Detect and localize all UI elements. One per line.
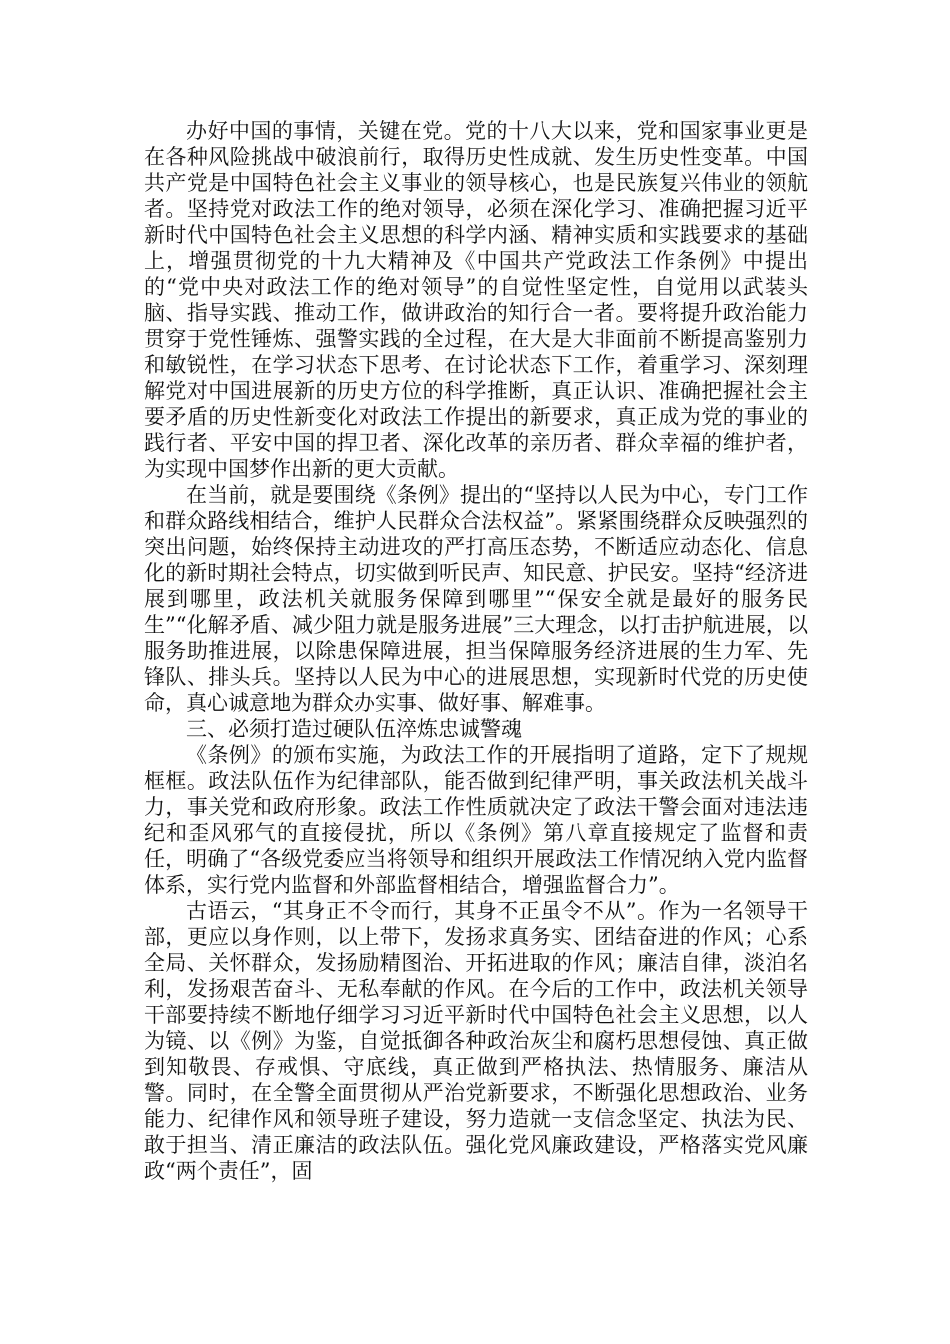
paragraph-regulations-supervision: 《条例》的颁布实施，为政法工作的开展指明了道路，定下了规规框框。政法队伍作为纪律部队，能否做到纪律严明，事关政法机关战斗力，事关党和政府形象。政法工作性质就决定了政法干警会面对违法违纪和歪风邪气的直接侵扰，所以《条例》第八章直接规定了监督和责任，明确了“各级党委应当将领导和组织开展政法工作情况纳入党内监督体系，实行党内监督和外部监督相结合，增强监督合力”。 xyxy=(144,743,808,897)
paragraph-party-leadership: 办好中国的事情，关键在党。党的十八大以来，党和国家事业更是在各种风险挑战中破浪前行，取得历史性成就、发生历史性变革。中国共产党是中国特色社会主义事业的领导核心，也是民族复兴伟业的领航者。坚持党对政法工作的绝对领导，必须在深化学习、准确把握习近平新时代中国特色社会主义思想的科学内涵、精神实质和实践要求的基础上，增强贯彻党的十九大精神及《中国共产党政法工作条例》中提出的“党中央对政法工作的绝对领导”的自觉性坚定性，自觉用以武装头脑、指导实践、推动工作，做讲政治的知行合一者。要将提升政治能力贯穿于党性锤炼、强警实践的全过程，在大是大非面前不断提高鉴别力和敏锐性，在学习状态下思考、在讨论状态下工作，着重学习、深刻理解党对中国进展新的历史方位的科学推断，真正认识、准确把握社会主要矛盾的历史性新变化对政法工作提出的新要求，真正成为党的事业的践行者、平安中国的捍卫者、深化改革的亲历者、群众幸福的维护者，为实现中国梦作出新的更大贡献。 xyxy=(144,119,808,481)
document-body xyxy=(144,118,808,1184)
section-heading: 三、必须打造过硬队伍淬炼忠诚警魂 xyxy=(186,717,522,741)
paragraph-people-centered: 在当前，就是要围绕《条例》提出的“坚持以人民为中心，专门工作和群众路线相结合，维护人民群众合法权益”。紧紧围绕群众反映强烈的突出问题，始终保持主动进攻的严打高压态势，不断适应动态化、信息化的新时期社会特点，切实做到听民声、知民意、护民安。坚持“经济进展到哪里，政法机关就服务保障到哪里”“保安全就是最好的服务民生”“化解矛盾、减少阻力就是服务进展”三大理念，以打击护航进展，以服务助推进展，以除患保障进展，担当保障服务经济进展的生力军、先锋队、排头兵。坚持以人民为中心的进展思想，实现新时代党的历史使命，真心诚意地为群众办实事、做好事、解难事。 xyxy=(144,483,808,715)
paragraph-leadership-conduct: 古语云，“其身正不令而行，其身不正虽令不从”。作为一名领导干部，更应以身作则，以上带下，发扬求真务实、团结奋进的作风；心系全局、关怀群众，发扬励精图治、开拓进取的作风；廉洁自律，淡泊名利，发扬艰苦奋斗、无私奉献的作风。在今后的工作中，政法机关领导干部要持续不断地仔细学习习近平新时代中国特色社会主义思想，以人为镜、以《例》为鉴，自觉抵御各种政治灰尘和腐朽思想侵蚀、真正做到知敬畏、存戒惧、守底线，真正做到严格执法、热情服务、廉洁从警。同时，在全警全面贯彻从严治党新要求，不断强化思想政治、业务能力、纪律作风和领导班子建设，努力造就一支信念坚定、执法为民、敢于担当、清正廉洁的政法队伍。强化党风廉政建设，严格落实党风廉政“两个责任”，固 xyxy=(144,899,808,1183)
